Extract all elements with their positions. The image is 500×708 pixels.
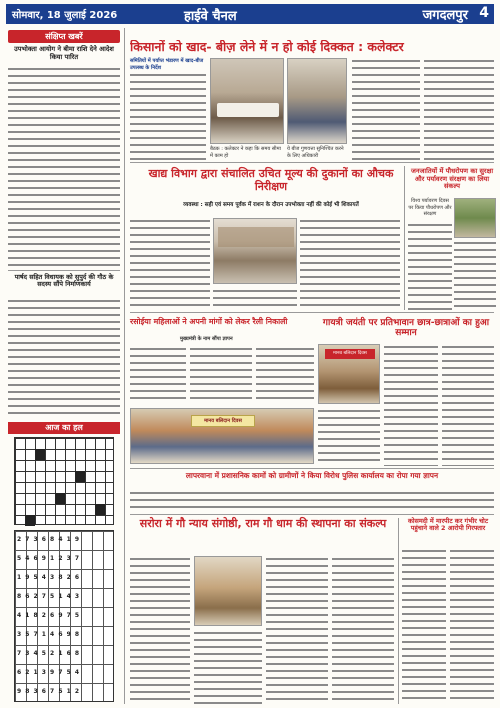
- sudoku-row: 1 9 5 4 3 8 2 6: [17, 574, 81, 581]
- kosmadi-headline: कोसमदी में मारपीट कर गंभीर चोट पहुंचाने वाले 2 आरोपी गिरफ्तार: [407, 517, 489, 533]
- sudoku-row: 4 1 8 2 6 9 7 5: [17, 612, 81, 619]
- divider: [130, 514, 494, 515]
- women-rally-deck: मुख्यमंत्री के नाम सौंपा ज्ञापन: [180, 336, 233, 342]
- gayatri-body-1: [384, 344, 438, 466]
- brief-news-heading: [8, 30, 120, 43]
- lead-photo-1: [210, 58, 284, 144]
- seminar-photo: [194, 556, 262, 626]
- gayatri-body-3: [318, 408, 380, 466]
- women-rally-headline: रसोईया महिलाओं ने अपनी मांगों को लेकर रैली निकाली: [130, 317, 288, 326]
- cow-body-2: [194, 630, 262, 704]
- lead-subhead: समितियों में पर्याप्त भंडारण में खाद-बीज उपलब्ध के निर्देश: [130, 58, 204, 71]
- puzzle-heading: [8, 422, 120, 434]
- lead-headline: किसानों को खाद- बीज़ लेने में न हो कोई दिक्कत : कलेक्टर: [130, 40, 404, 54]
- rally-banner-text: मानव बलिदान दिवस: [204, 418, 242, 424]
- photo-caption-2: बैठक : कलेक्टर ने कहा कि समय सीमा में काम हो: [210, 146, 281, 159]
- food-body-2: [300, 218, 400, 308]
- women-body-2: [190, 346, 252, 404]
- kosmadi-body-2: [450, 548, 494, 704]
- ceremony-photo: [318, 344, 380, 404]
- edition-city: जगदलपुर: [422, 8, 468, 23]
- sudoku-row: 5 4 6 9 1 2 3 7: [17, 555, 81, 562]
- store-shelf-shape: [218, 227, 294, 247]
- lead-body-2: [352, 58, 420, 160]
- newspaper-title: हाईवे चैनल: [184, 9, 237, 24]
- lead-body-3: [424, 58, 494, 160]
- environment-headline: जनजातियों में पौधरोपण का सुरक्षा और पर्यावरण संरक्षण का लिया संकल्प: [410, 167, 494, 191]
- issue-date: सोमवार, 18 जुलाई 2026: [12, 10, 118, 21]
- masthead: [6, 4, 494, 24]
- gayatri-headline: गायत्री जयंती पर प्रतिभावान छात्र-छात्राओं का हुआ सम्मान: [322, 318, 490, 339]
- sudoku-row: 6 2 1 3 9 7 5 4: [17, 669, 81, 676]
- sudoku-row: 8 6 2 7 5 1 4 3: [17, 593, 81, 600]
- column-divider: [398, 518, 399, 704]
- consumer-story-body: [8, 66, 120, 266]
- banner-story-body: [130, 490, 494, 510]
- rally-banner: [191, 415, 255, 427]
- divider: [130, 162, 494, 163]
- environment-body-1: [408, 222, 452, 310]
- sudoku-row: 9 8 3 6 7 5 1 2: [17, 688, 81, 695]
- cow-seminar-headline: सरोरा में गौ न्याय संगोष्ठी, राम गौ धाम की स्थापना का संकल्प: [139, 517, 387, 530]
- food-body-1: [130, 218, 210, 308]
- councillor-story-body: [8, 298, 120, 418]
- meeting-table-shape: [217, 103, 279, 117]
- ceremony-banner: [325, 349, 375, 359]
- divider: [8, 270, 120, 271]
- councillor-headline: पार्षद सहित विधायक को सुपुर्द की गौठ के सदस्य सौंपे निर्माणकार्य: [14, 273, 114, 289]
- crossword-grid: [14, 437, 114, 525]
- women-body-3: [256, 346, 314, 404]
- crossword-block: [35, 449, 45, 460]
- lead-photo-2: [287, 58, 347, 144]
- crossword-block: [25, 515, 35, 526]
- food-inspection-headline: खाद्य विभाग द्वारा संचालित उचित मूल्य की दुकानों का औचक निरीक्षण: [148, 167, 394, 193]
- sudoku-row: 2 7 3 6 8 4 1 9: [17, 536, 81, 543]
- rally-photo: [130, 408, 314, 464]
- food-inspection-deck: व्यवस्था : सही एवं समय पूर्वक में राशन के दौरान उपभोक्ता नहीं की कोई भी शिकायतें: [183, 202, 359, 208]
- crossword-block: [75, 471, 85, 482]
- lead-body-1: [130, 72, 206, 160]
- cow-body-1: [130, 556, 190, 704]
- column-divider: [404, 166, 405, 310]
- sudoku-row: 3 5 7 1 4 6 9 8: [17, 631, 81, 638]
- food-body-3: [213, 288, 297, 308]
- gayatri-body-2: [442, 344, 494, 466]
- column-divider: [124, 28, 125, 704]
- environment-body-2: [454, 240, 496, 310]
- brief-news-label: संक्षिप्त खबरें: [45, 32, 83, 41]
- ceremony-banner-text: मानव बलिदान दिवस: [333, 351, 367, 356]
- sudoku-grid: [14, 530, 114, 702]
- divider: [130, 312, 494, 313]
- crossword-block: [55, 493, 65, 504]
- banner-story-headline: लापरवाना में प्रशासनिक कामों को ग्रामीणों ने किया विरोध पुलिस कार्यालय का रोपा गया ज्ञापन: [185, 471, 439, 480]
- environment-photo: [454, 198, 496, 238]
- kosmadi-body-1: [402, 548, 446, 704]
- divider: [130, 468, 494, 469]
- puzzle-heading-label: आज का हल: [45, 423, 83, 432]
- food-inspection-photo: [213, 218, 297, 284]
- crossword-block: [95, 504, 105, 515]
- sudoku-row: 7 3 4 5 2 1 6 8: [17, 650, 81, 657]
- cow-body-4: [332, 556, 394, 704]
- cow-body-3: [266, 556, 328, 704]
- photo-caption-3: ये बीज गुणवत्ता सुनिश्चित करने के लिए अधिकारी: [287, 146, 344, 159]
- page-number: 4: [479, 5, 489, 21]
- consumer-commission-headline: उपभोक्ता आयोग ने बीमा राशि देने आदेश किया पारित: [14, 45, 114, 61]
- environment-caption: विश्व पर्यावरण दिवस पर किया पौधरोपण और संरक्षण: [408, 198, 452, 217]
- women-body-1: [130, 346, 186, 404]
